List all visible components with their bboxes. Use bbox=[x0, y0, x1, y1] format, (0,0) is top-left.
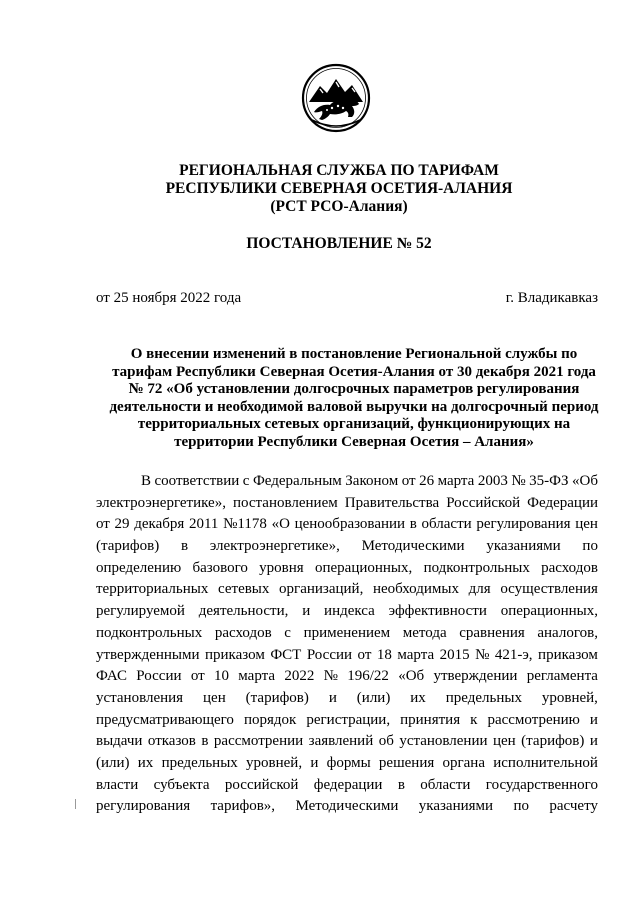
document-city: г. Владикавказ bbox=[505, 290, 598, 306]
body-word: декабря bbox=[134, 516, 185, 533]
body-word: 196/22 bbox=[347, 668, 389, 685]
body-word: применением bbox=[303, 624, 391, 641]
body-word: № bbox=[323, 668, 338, 685]
body-word: отказов bbox=[147, 733, 196, 750]
body-word: с bbox=[284, 624, 291, 641]
body-word: 26 bbox=[419, 473, 435, 489]
body-word: принятия bbox=[400, 711, 461, 728]
subject-line: территориальных сетевых организаций, функционирующих на bbox=[137, 416, 571, 433]
body-line bbox=[96, 601, 598, 623]
body-word: деятельности, bbox=[198, 603, 289, 620]
body-word: порядок bbox=[243, 711, 297, 728]
body-word: их bbox=[137, 754, 154, 771]
body-word: 421-э, bbox=[494, 646, 533, 663]
body-word: определению bbox=[96, 559, 182, 576]
body-word: указаниями bbox=[486, 538, 561, 555]
body-line bbox=[96, 688, 598, 710]
body-word: предусматривающего bbox=[96, 711, 234, 728]
body-word: постановлением bbox=[233, 494, 338, 511]
body-word: (или) bbox=[356, 689, 391, 706]
coat-of-arms-emblem bbox=[300, 62, 372, 134]
body-word: 18 bbox=[376, 646, 392, 663]
body-line bbox=[96, 623, 598, 645]
body-line bbox=[96, 579, 598, 601]
body-word: тарифов», bbox=[210, 798, 276, 815]
body-word: Законом bbox=[345, 473, 399, 489]
date-and-place-line bbox=[96, 289, 598, 307]
body-word: регулируемой bbox=[96, 603, 185, 620]
resolution-subject bbox=[80, 346, 628, 452]
body-word: «О bbox=[271, 516, 290, 533]
body-word: от bbox=[190, 668, 205, 685]
body-word: 10 bbox=[213, 668, 229, 685]
body-word: ценообразовании bbox=[294, 516, 406, 533]
body-word: аналогов, bbox=[537, 624, 598, 641]
body-word: подконтрольных bbox=[96, 624, 203, 641]
resolution-title: ПОСТАНОВЛЕНИЕ № 52 bbox=[246, 235, 432, 252]
body-word: федерации bbox=[313, 776, 383, 793]
body-word: власти bbox=[96, 776, 139, 793]
body-word: марта bbox=[437, 473, 475, 489]
body-word: утвержденными bbox=[96, 646, 200, 663]
body-line bbox=[96, 796, 598, 818]
body-word: сетевых bbox=[218, 581, 270, 598]
body-word: выдачи bbox=[96, 733, 143, 750]
body-line bbox=[96, 753, 598, 775]
body-word: регулирования bbox=[476, 516, 571, 533]
subject-line: тарифам Республики Северная Осетия-Алания от 30 декабря 2021 года bbox=[112, 363, 596, 380]
body-word: операционных, bbox=[314, 559, 413, 576]
body-word: утверждении bbox=[433, 668, 518, 685]
body-word: в bbox=[181, 538, 189, 555]
body-word: Федерации bbox=[527, 494, 598, 511]
scan-margin-mark bbox=[75, 799, 76, 809]
body-word: об bbox=[378, 733, 394, 750]
body-word: в bbox=[397, 776, 405, 793]
body-word: с bbox=[242, 473, 250, 489]
body-word: органа bbox=[442, 754, 485, 771]
body-word: подконтрольных bbox=[423, 559, 530, 576]
body-word: рассмотрении bbox=[213, 733, 304, 750]
body-word: от bbox=[357, 646, 372, 663]
body-word: установления bbox=[96, 689, 184, 706]
body-word: государственного bbox=[485, 776, 598, 793]
body-word: области bbox=[421, 516, 472, 533]
body-word: приказом bbox=[205, 646, 265, 663]
body-word: и bbox=[310, 754, 319, 771]
body-word: приказом bbox=[538, 646, 598, 663]
body-word: области bbox=[420, 776, 471, 793]
org-line-3: (РСТ РСО-Алания) bbox=[270, 198, 408, 215]
body-word: формы bbox=[326, 754, 371, 771]
body-word: индекса bbox=[324, 603, 375, 620]
body-word: России bbox=[136, 668, 182, 685]
subject-line: О внесении изменений в постановление Региональной службы по bbox=[130, 346, 578, 362]
body-word: Российской bbox=[446, 494, 521, 511]
body-word: установлении bbox=[399, 733, 488, 750]
body-word: в bbox=[201, 733, 209, 750]
body-word: «Об bbox=[398, 668, 425, 685]
org-line-1: РЕГИОНАЛЬНАЯ СЛУЖБА ПО ТАРИФАМ bbox=[179, 162, 499, 179]
body-word: исполнительной bbox=[493, 754, 598, 771]
body-line bbox=[96, 731, 598, 753]
body-line bbox=[96, 558, 598, 580]
body-word: 29 bbox=[114, 516, 130, 533]
body-word: российской bbox=[224, 776, 299, 793]
body-word: заявлений bbox=[308, 733, 374, 750]
body-word: № bbox=[475, 646, 490, 663]
body-word: уровней, bbox=[246, 754, 303, 771]
body-word: в bbox=[409, 516, 417, 533]
body-word: Федеральным bbox=[252, 473, 342, 489]
body-word: 2015 bbox=[439, 646, 470, 663]
body-line bbox=[96, 645, 598, 667]
body-word: предельных bbox=[161, 754, 238, 771]
body-word: цен bbox=[492, 733, 516, 750]
body-word: и bbox=[328, 689, 337, 706]
body-word: предельных bbox=[445, 689, 522, 706]
body-word: электроэнергетике», bbox=[209, 538, 340, 555]
subject-line: территории Республики Северная Осетия – Алания» bbox=[174, 433, 534, 450]
body-line bbox=[96, 710, 598, 732]
body-word: (тарифов) bbox=[521, 733, 585, 750]
body-word: по bbox=[582, 538, 598, 555]
subject-line: деятельности и необходимой валовой выручки на долгосрочный период bbox=[109, 398, 599, 415]
body-word: 2003 bbox=[477, 473, 508, 489]
body-word: 2011 bbox=[188, 516, 219, 533]
body-word: для bbox=[468, 581, 491, 598]
body-word: эффективности bbox=[388, 603, 487, 620]
body-word: к bbox=[470, 711, 478, 728]
body-word: осуществления bbox=[500, 581, 598, 598]
body-word: цен bbox=[203, 689, 226, 706]
body-word: сравнения bbox=[459, 624, 525, 641]
body-word: ФСТ bbox=[270, 646, 302, 663]
body-word: необходимых bbox=[372, 581, 459, 598]
body-word: от bbox=[401, 473, 416, 489]
body-word: базового bbox=[192, 559, 248, 576]
body-word: и bbox=[589, 733, 598, 750]
body-word: 35-ФЗ bbox=[529, 473, 569, 489]
body-word: территориальных bbox=[96, 581, 209, 598]
body-word: их bbox=[410, 689, 426, 706]
body-word: регламента bbox=[526, 668, 598, 685]
body-line bbox=[96, 536, 598, 558]
body-line bbox=[96, 775, 598, 797]
organization-header bbox=[80, 162, 598, 216]
body-word: субъекта bbox=[153, 776, 210, 793]
body-word: рассмотрению bbox=[487, 711, 580, 728]
body-word: расходов bbox=[541, 559, 598, 576]
body-word: (тарифов) bbox=[245, 689, 309, 706]
body-word: марта bbox=[397, 646, 435, 663]
body-word: 2022 bbox=[284, 668, 315, 685]
body-word: Правительства bbox=[344, 494, 440, 511]
document-date: от 25 ноября 2022 года bbox=[96, 290, 242, 306]
subject-line: № 72 «Об установлении долгосрочных параметров регулирования bbox=[128, 381, 580, 398]
body-word: и bbox=[589, 711, 598, 728]
body-word: организаций, bbox=[279, 581, 364, 598]
body-word: цен bbox=[575, 516, 598, 533]
body-word: решения bbox=[378, 754, 435, 771]
body-line bbox=[96, 666, 598, 688]
body-word: электроэнергетике», bbox=[96, 494, 226, 511]
body-word: Методическими bbox=[361, 538, 465, 555]
body-word: уровней, bbox=[541, 689, 598, 706]
body-line bbox=[96, 493, 598, 515]
body-word: России bbox=[306, 646, 353, 663]
body-word: регистрации, bbox=[306, 711, 391, 728]
body-word: (или) bbox=[96, 754, 130, 771]
org-line-2: РЕСПУБЛИКИ СЕВЕРНАЯ ОСЕТИЯ-АЛАНИЯ bbox=[165, 180, 513, 197]
body-word: ФАС bbox=[96, 668, 127, 685]
body-word: по bbox=[513, 798, 529, 815]
body-line bbox=[96, 471, 598, 493]
body-word: указаниями bbox=[418, 798, 494, 815]
body-word: №1178 bbox=[223, 516, 267, 533]
body-word: В bbox=[141, 473, 152, 489]
body-word: (тарифов) bbox=[96, 538, 160, 555]
body-word: уровня bbox=[259, 559, 304, 576]
body-line bbox=[96, 514, 598, 536]
body-word: «Об bbox=[572, 473, 598, 489]
body-word: расчету bbox=[549, 798, 598, 815]
body-word: Методическими bbox=[295, 798, 399, 815]
body-word: регулирования bbox=[96, 798, 191, 815]
body-word: расходов bbox=[214, 624, 272, 641]
body-word: метода bbox=[402, 624, 447, 641]
body-word: операционных, bbox=[500, 603, 598, 620]
body-paragraph bbox=[96, 471, 598, 818]
body-word: марта bbox=[238, 668, 276, 685]
body-word: и bbox=[302, 603, 311, 620]
body-word: № bbox=[511, 473, 526, 489]
body-word: от bbox=[96, 516, 110, 533]
body-word: соответствии bbox=[154, 473, 240, 489]
